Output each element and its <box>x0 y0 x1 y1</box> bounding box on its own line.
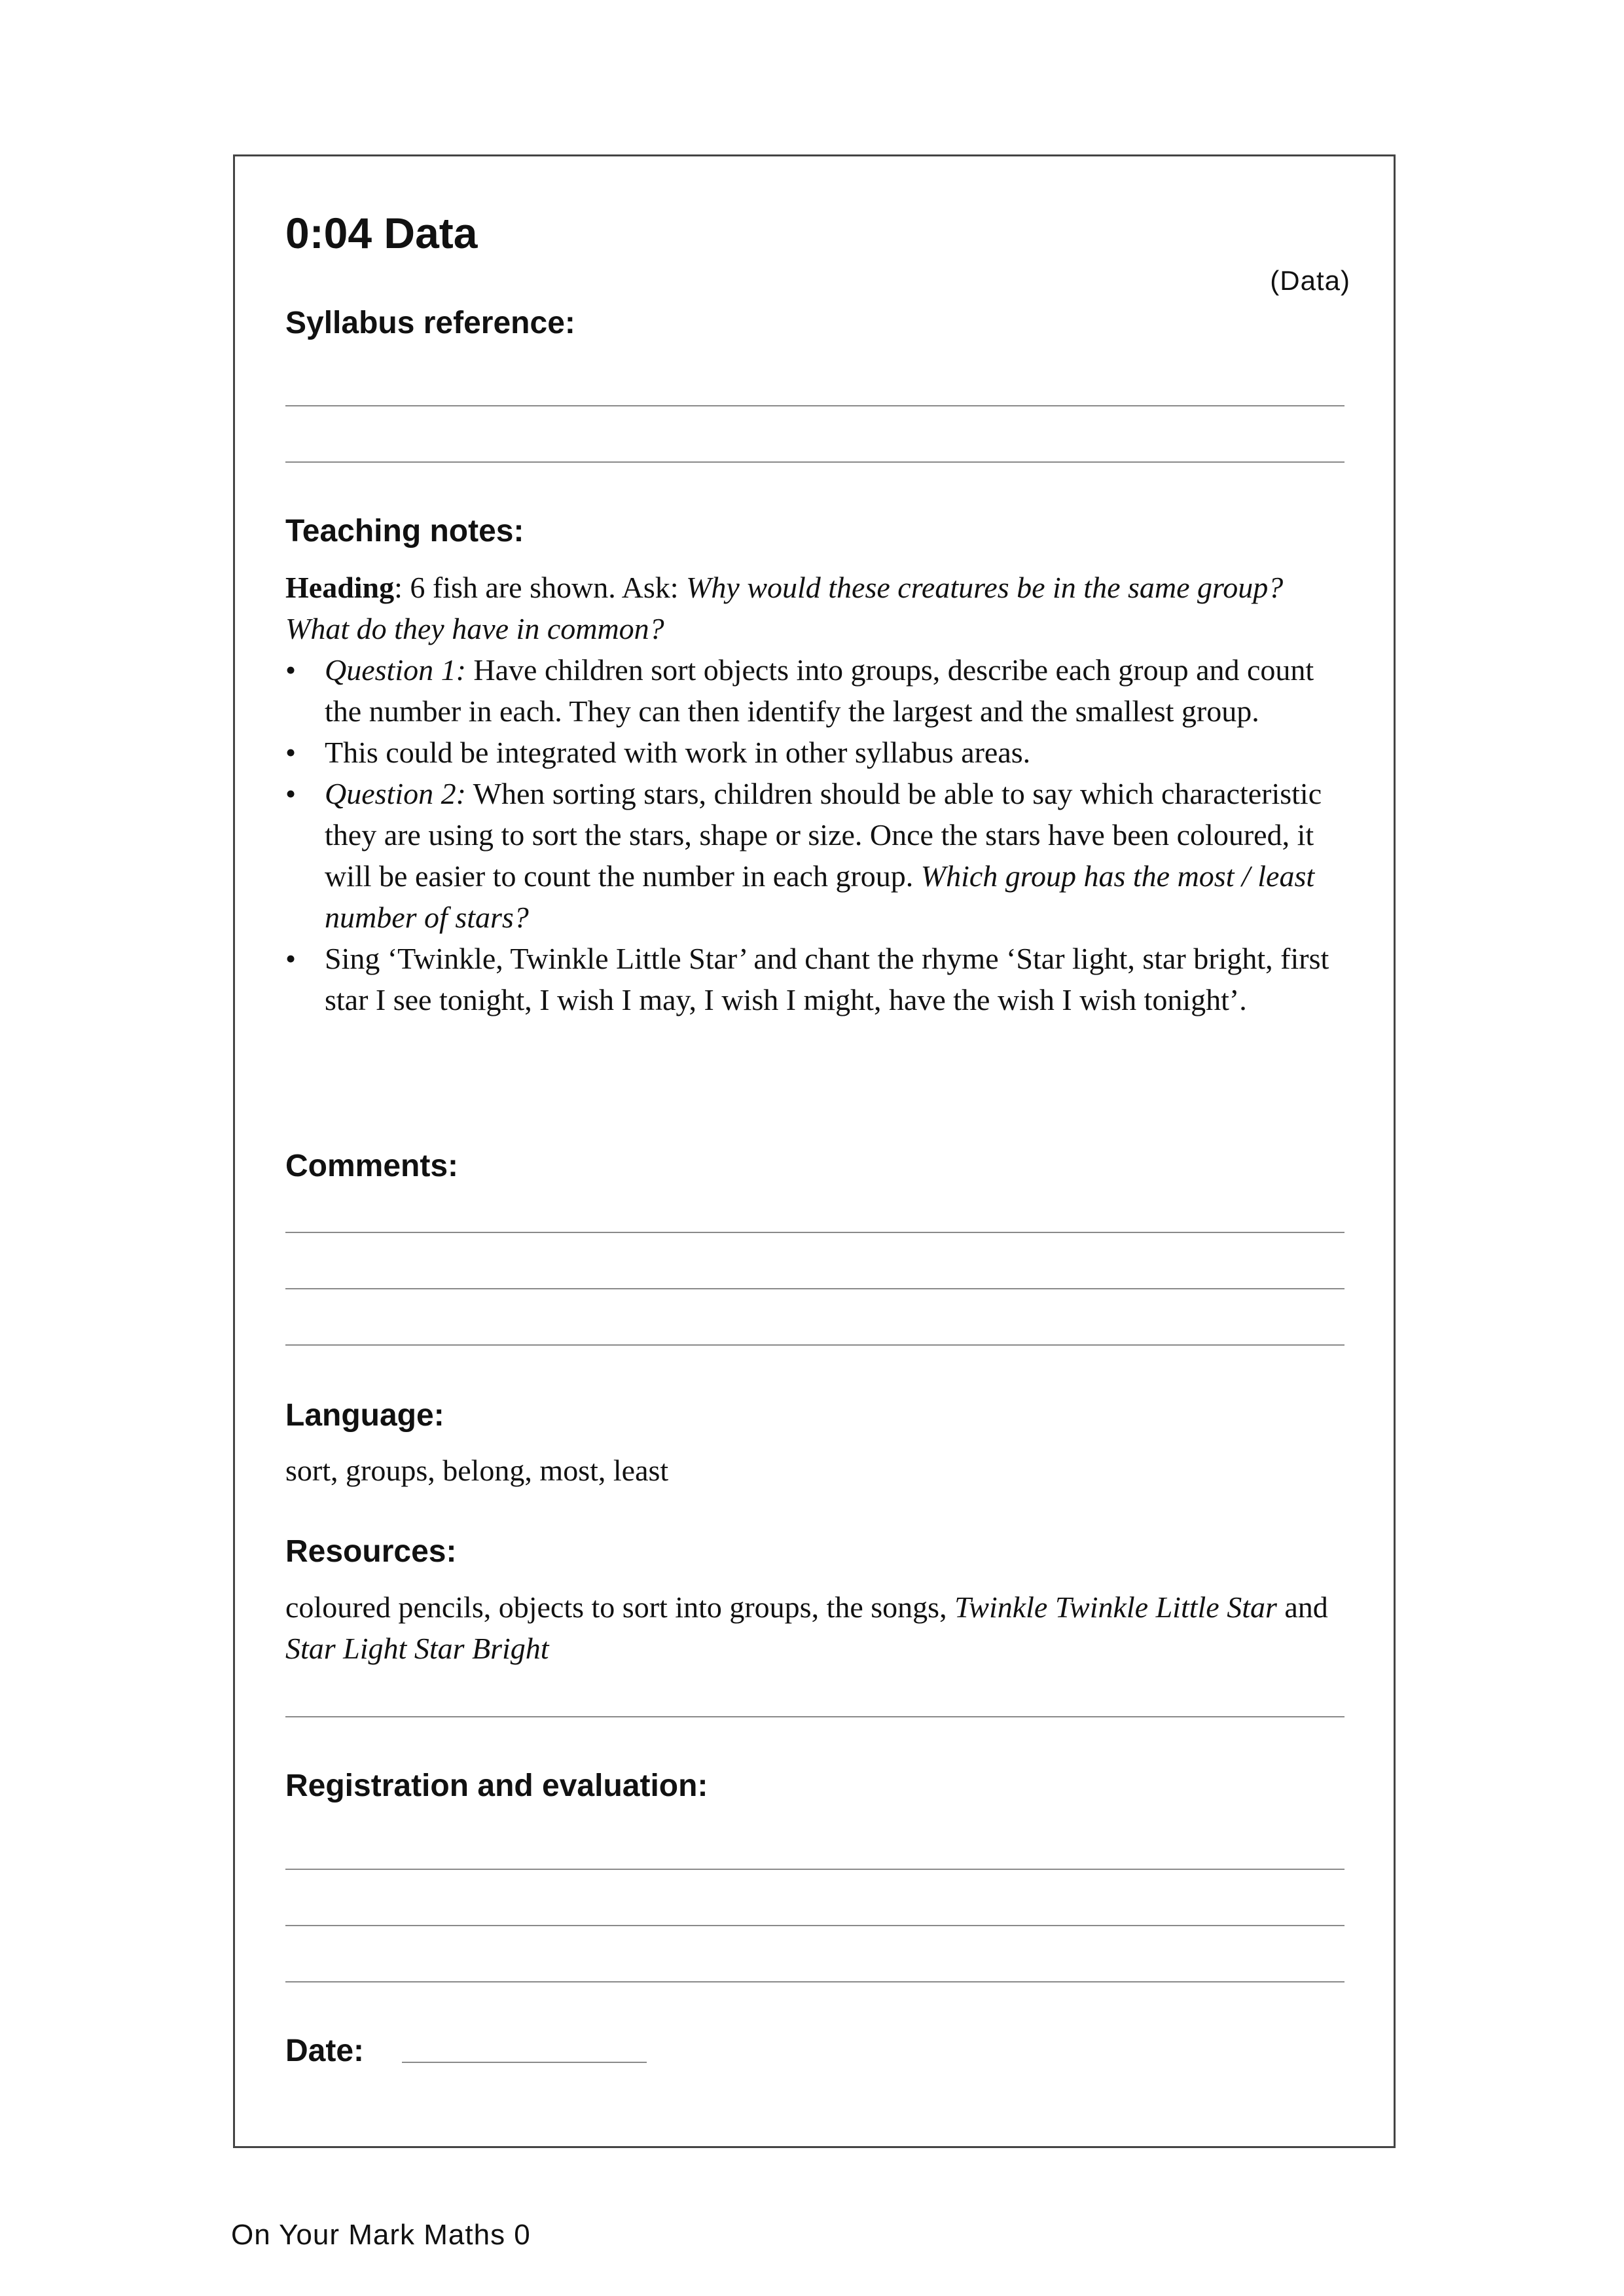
question-1-text: Have children sort objects into groups, describe each group and count the number in each. They can then identify the largest and the smallest group. <box>325 653 1314 728</box>
resources-text-2: and <box>1276 1590 1328 1624</box>
date-label: Date: <box>285 2034 365 2068</box>
language-heading: Language: <box>285 1398 444 1433</box>
resources-text-1: coloured pencils, objects to sort into groups, the songs, <box>285 1590 955 1624</box>
resources-song-1: Twinkle Twinkle Little Star <box>954 1590 1277 1624</box>
song-text: Sing ‘Twinkle, Twinkle Little Star’ and chant the rhyme ‘Star light, star bright, first star I see tonight, I wish I may, I wish I might, have the wish I wish tonight’. <box>325 942 1329 1016</box>
question-2-prompt: Which group has the most / least number of stars? <box>325 859 1315 934</box>
list-item <box>285 732 1346 773</box>
syllabus-reference-heading: Syllabus reference: <box>285 306 575 340</box>
comments-line-2 <box>285 1288 1344 1289</box>
list-item <box>285 649 1346 732</box>
teaching-notes-intro <box>285 567 1346 649</box>
intro-text: : 6 fish are shown. Ask: <box>394 571 687 604</box>
resources-song-2: Star Light Star Bright <box>285 1632 549 1665</box>
intro-italic: Why would these creatures be in the same group? What do they have in common? <box>285 571 1284 645</box>
language-text: sort, groups, belong, most, least <box>285 1454 669 1487</box>
question-1-label: Question 1: <box>325 653 466 687</box>
resources-heading: Resources: <box>285 1534 457 1569</box>
teaching-notes-heading: Teaching notes: <box>285 514 524 548</box>
question-2-text: When sorting stars, children should be able to say which characteristic they are using to sort the stars, shape or size. Once the stars have been coloured, it will be easier to count the number in each group. <box>325 777 1322 893</box>
resources-text <box>285 1587 1346 1669</box>
syllabus-line-1 <box>285 405 1344 406</box>
intro-bold: Heading <box>285 571 395 604</box>
page-title: 0:04 Data <box>285 209 478 257</box>
syllabus-line-2 <box>285 461 1344 463</box>
integration-text: This could be integrated with work in other syllabus areas. <box>325 736 1031 769</box>
resources-line <box>285 1716 1344 1717</box>
comments-line-1 <box>285 1232 1344 1233</box>
registration-line-3 <box>285 1981 1344 1982</box>
comments-line-3 <box>285 1344 1344 1346</box>
question-2-label: Question 2: <box>325 777 466 810</box>
comments-heading: Comments: <box>285 1149 459 1183</box>
strand-label: (Data) <box>1270 265 1350 296</box>
teaching-notes-list <box>285 649 1346 1020</box>
teaching-notes-body <box>285 567 1346 1020</box>
footer-text: On Your Mark Maths 0 <box>231 2219 531 2251</box>
list-item <box>285 938 1346 1020</box>
registration-heading: Registration and evaluation: <box>285 1768 708 1803</box>
date-line <box>402 2062 647 2063</box>
list-item <box>285 773 1346 938</box>
registration-line-1 <box>285 1869 1344 1870</box>
registration-line-2 <box>285 1925 1344 1926</box>
